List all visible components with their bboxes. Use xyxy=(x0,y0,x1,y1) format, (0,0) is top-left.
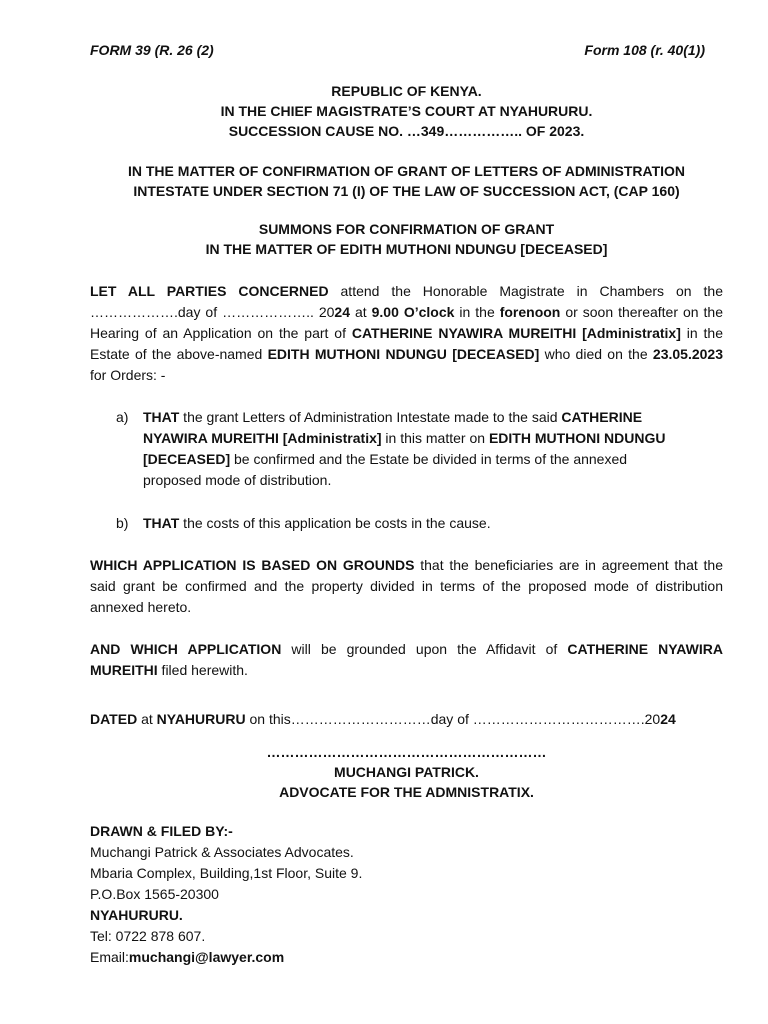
advocate-role: ADVOCATE FOR THE ADMNISTRATIX. xyxy=(279,784,534,800)
filed-heading: DRAWN & FILED BY:- xyxy=(90,823,233,839)
intro-paragraph: LET ALL PARTIES CONCERNED attend the Honorable Magistrate in Chambers on the ……………….day of ……………….. 2024 at 9.00 O’clock in the forenoon or soon thereafter on the Hearing of an Application on the part of CATHERINE NYAWIRA MUREITHI [Administratix] in the Estate of the above-named EDITH MUTHONI NDUNGU [DECEASED] who died on the 23.05.2023 for Orders: - xyxy=(90,283,724,383)
po-box: P.O.Box 1565-20300 xyxy=(90,886,219,902)
email-line: Email:muchangi@lawyer.com xyxy=(90,949,285,965)
advocate-name: MUCHANGI PATRICK. xyxy=(334,764,479,780)
matter-line-1: IN THE MATTER OF CONFIRMATION OF GRANT OF LETTERS OF ADMINISTRATION xyxy=(127,163,686,179)
signature-dots: …………………………………………………… xyxy=(266,744,547,760)
affidavit-paragraph: AND WHICH APPLICATION will be grounded upon the Affidavit of CATHERINE NYAWIRA MUREITHI filed herewith. xyxy=(90,641,723,678)
title-line-3: SUCCESSION CAUSE NO. …349…………….. OF 2023. xyxy=(228,123,585,139)
building-address: Mbaria Complex, Building,1st Floor, Suite 9. xyxy=(90,865,363,881)
court-title xyxy=(90,81,723,141)
order-a-label: a) xyxy=(116,409,129,425)
form-right: Form 108 (r. 40(1)) xyxy=(584,42,705,58)
matter-heading xyxy=(90,161,723,201)
summons-line-2: IN THE MATTER OF EDITH MUTHONI NDUNGU [DECEASED] xyxy=(205,241,608,257)
order-b-text: THAT the costs of this application be costs in the cause. xyxy=(143,515,491,531)
email-address: muchangi@lawyer.com xyxy=(128,949,285,965)
order-b-label: b) xyxy=(116,515,129,531)
order-a-text: THAT the grant Letters of Administration Intestate made to the said CATHERINE NYAWIRA MUREITHI [Administratix] in this matter on EDITH MUTHONI NDUNGU [DECEASED] be confirmed and the Estate be divided in terms of the annexed proposed mode of distribution. xyxy=(143,409,666,488)
form-reference-line xyxy=(90,42,723,58)
summons-line-1: SUMMONS FOR CONFIRMATION OF GRANT xyxy=(258,221,555,237)
dated-line: DATED at NYAHURURU on this…………………………day of ……………………………….2024 xyxy=(90,711,676,727)
signature-block xyxy=(90,742,723,802)
document-page xyxy=(90,0,723,1024)
matter-line-2: INTESTATE UNDER SECTION 71 (I) OF THE LAW OF SUCCESSION ACT, (CAP 160) xyxy=(133,183,680,199)
telephone: Tel: 0722 878 607. xyxy=(90,928,206,944)
filed-by-block xyxy=(90,821,362,968)
order-a xyxy=(116,407,686,491)
title-line-1: REPUBLIC OF KENYA. xyxy=(331,83,482,99)
summons-heading xyxy=(90,219,723,259)
firm-name: Muchangi Patrick & Associates Advocates. xyxy=(90,844,354,860)
town: NYAHURURU. xyxy=(90,907,183,923)
grounds-paragraph: WHICH APPLICATION IS BASED ON GROUNDS that the beneficiaries are in agreement that the said grant be confirmed and the property divided in terms of the proposed mode of distribution annexed hereto. xyxy=(90,557,723,615)
form-left: FORM 39 (R. 26 (2) xyxy=(90,42,214,58)
title-line-2: IN THE CHIEF MAGISTRATE’S COURT AT NYAHURURU. xyxy=(220,103,593,119)
order-b xyxy=(116,513,686,534)
